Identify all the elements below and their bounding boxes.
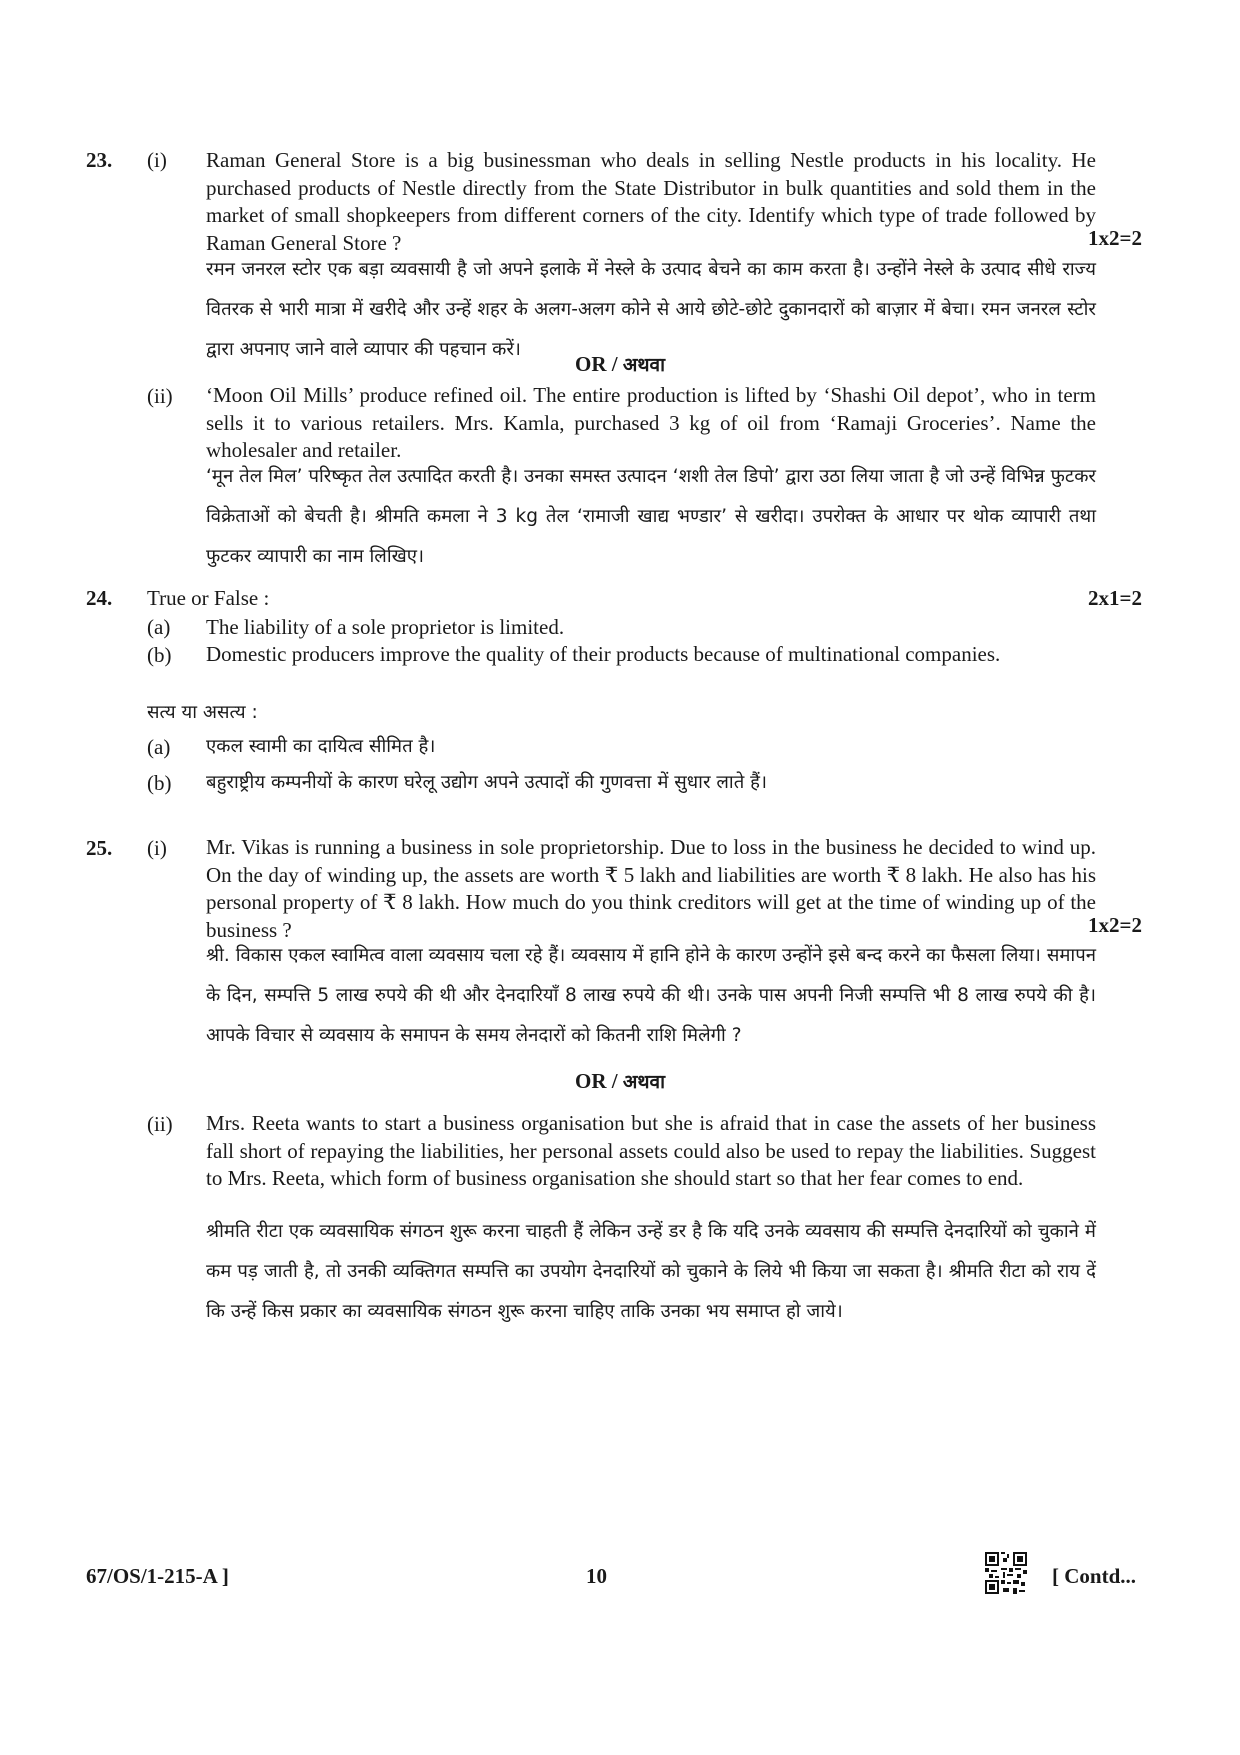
statement-text-hindi: एकल स्वामी का दायित्व सीमित है। xyxy=(206,736,436,757)
question-number: 23. xyxy=(86,148,113,172)
question-number: 25. xyxy=(86,836,113,860)
marks: 1x2=2 xyxy=(1088,226,1142,250)
qr-code-icon xyxy=(985,1552,1027,1594)
question-text-hindi: ‘मून तेल मिल’ परिष्कृत तेल उत्पादित करती है। उनका समस्त उत्पादन ‘शशी तेल डिपो’ द्वारा उठा लिया जाता है जो उन्हें विभिन्न फुटकर विक्रेताओं को बेचती है। श्रीमति कमला ने 3 kg तेल ‘रामाजी खाद्य भण्डार’ से खरीदा। उपरोक्त के आधार पर थोक व्यापारी तथा फुटकर व्यापारी का नाम लिखिए। xyxy=(206,466,1096,567)
page-number: 10 xyxy=(586,1564,607,1588)
question-title-hindi: सत्य या असत्य : xyxy=(147,702,258,723)
marks: 1x2=2 xyxy=(1088,913,1142,937)
or-separator xyxy=(0,350,1240,379)
question-text-english: Mr. Vikas is running a business in sole proprietorship. Due to loss in the business he decided to wind up. On the day of winding up, the assets are worth ₹ 5 lakh and liabilities are worth ₹ 8 lakh. He also has his personal property of ₹ 8 lakh. How much do you think creditors will get at the time of winding up of the business ? xyxy=(206,835,1096,942)
sub-label: (i) xyxy=(147,148,167,172)
question-number: 24. xyxy=(86,586,113,610)
question-text-english: ‘Moon Oil Mills’ produce refined oil. The entire production is lifted by ‘Shashi Oil depot’, who in term sells it to various retailers. Mrs. Kamla, purchased 3 kg of oil from ‘Ramaji Groceries’. Name the wholesaler and retailer. xyxy=(206,383,1096,462)
statement-text-hindi: बहुराष्ट्रीय कम्पनीयों के कारण घरेलू उद्योग अपने उत्पादों की गुणवत्ता में सुधार लाते हैं। xyxy=(206,772,767,793)
sub-label: (a) xyxy=(147,615,171,639)
statement-text: The liability of a sole proprietor is limited. xyxy=(206,615,565,639)
or-label: OR / xyxy=(575,1069,618,1093)
sub-label: (b) xyxy=(147,771,172,795)
or-label: OR / xyxy=(575,352,618,376)
continued-label: [ Contd... xyxy=(1052,1564,1137,1588)
or-separator xyxy=(0,1067,1240,1096)
question-title-english: True or False : xyxy=(147,586,270,610)
question-text-hindi: श्री. विकास एकल स्वामित्व वाला व्यवसाय चला रहे हैं। व्यवसाय में हानि होने के कारण उन्होंने इसे बन्द करने का फैसला लिया। समापन के दिन, सम्पत्ति 5 लाख रुपये की थी और देनदारियाँ 8 लाख रुपये की थी। उनके पास अपनी निजी सम्पत्ति भी 8 लाख रुपये की है। आपके विचार से व्यवसाय के समापन के समय लेनदारों को कितनी राशि मिलेगी ? xyxy=(206,945,1096,1046)
or-label-hindi: अथवा xyxy=(622,1071,665,1093)
marks: 2x1=2 xyxy=(1088,586,1142,610)
question-text-hindi: रमन जनरल स्टोर एक बड़ा व्यवसायी है जो अपने इलाके में नेस्ले के उत्पाद बेचने का काम करता है। उन्होंने नेस्ले के उत्पाद सीधे राज्य वितरक से भारी मात्रा में खरीदे और उन्हें शहर के अलग-अलग कोने से आये छोटे-छोटे दुकानदारों को बाज़ार में बेचा। रमन जनरल स्टोर द्वारा अपनाए जाने वाले व्यापार की पहचान करें। xyxy=(206,259,1096,360)
question-text-english: Mrs. Reeta wants to start a business organisation but she is afraid that in case the assets of her business fall short of repaying the liabilities, her personal assets could also be used to repay the liabilities. Suggest to Mrs. Reeta, which form of business organisation she should start so that her fear comes to end. xyxy=(206,1111,1096,1190)
sub-label: (a) xyxy=(147,735,171,759)
sub-label: (ii) xyxy=(147,384,173,408)
paper-code: 67/OS/1-215-A ] xyxy=(86,1564,229,1588)
sub-label: (ii) xyxy=(147,1112,173,1136)
statement-text: Domestic producers improve the quality of their products because of multinational companies. xyxy=(206,642,1001,666)
question-text-english: Raman General Store is a big businessman who deals in selling Nestle products in his locality. He purchased products of Nestle directly from the State Distributor in bulk quantities and sold them in the market of small shopkeepers from different corners of the city. Identify which type of trade followed by Raman General Store ? xyxy=(206,148,1096,255)
question-text-hindi: श्रीमति रीटा एक व्यवसायिक संगठन शुरू करना चाहती हैं लेकिन उन्हें डर है कि यदि उनके व्यवसाय की सम्पत्ति देनदारियों को चुकाने में कम पड़ जाती है, तो उनकी व्यक्तिगत सम्पत्ति का उपयोग देनदारियों को चुकाने के लिये भी किया जा सकता है। श्रीमति रीटा को राय दें कि उन्हें किस प्रकार का व्यवसायिक संगठन शुरू करना चाहिए ताकि उनका भय समाप्त हो जाये। xyxy=(206,1221,1096,1322)
sub-label: (i) xyxy=(147,836,167,860)
or-label-hindi: अथवा xyxy=(622,354,665,376)
sub-label: (b) xyxy=(147,643,172,667)
